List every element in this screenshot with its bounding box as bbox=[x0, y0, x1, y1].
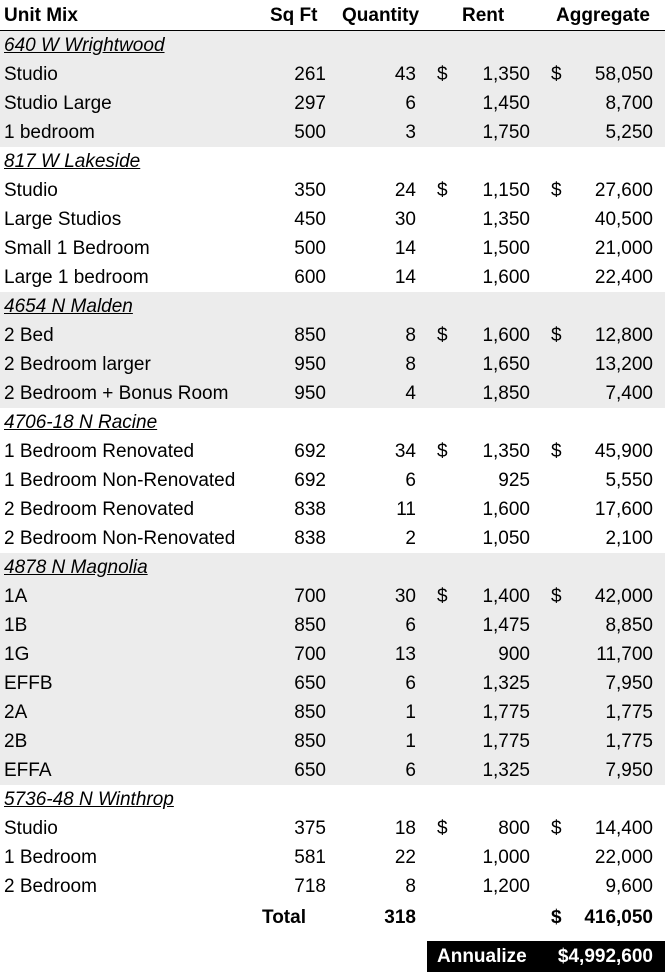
annualized-value: $4,992,600 bbox=[557, 946, 653, 967]
rent-value: 1,850 bbox=[482, 383, 530, 404]
aggregate-value: 21,000 bbox=[594, 238, 653, 259]
sqft-value: 850 bbox=[294, 615, 326, 636]
aggregate-value: 22,400 bbox=[594, 267, 653, 288]
rent-currency: $ bbox=[437, 818, 448, 839]
unit-type: 1G bbox=[4, 644, 30, 665]
unit-type: Studio Large bbox=[4, 93, 112, 114]
table-header bbox=[0, 0, 665, 31]
quantity-value: 6 bbox=[405, 93, 416, 114]
table-row bbox=[0, 582, 665, 611]
unit-type: 1 bedroom bbox=[4, 122, 95, 143]
unit-type: EFFB bbox=[4, 673, 53, 694]
aggregate-value: 11,700 bbox=[596, 644, 653, 665]
aggregate-value: 12,800 bbox=[594, 325, 653, 346]
sqft-value: 850 bbox=[294, 325, 326, 346]
table-row bbox=[0, 466, 665, 495]
table-row bbox=[0, 611, 665, 640]
table-row bbox=[0, 118, 665, 147]
unit-type: 1 Bedroom Non-Renovated bbox=[4, 470, 236, 491]
unit-type: Studio bbox=[4, 818, 58, 839]
rent-value: 1,600 bbox=[482, 325, 530, 346]
aggregate-value: 1,775 bbox=[605, 731, 653, 752]
unit-type: Large 1 bedroom bbox=[4, 267, 149, 288]
sqft-value: 297 bbox=[294, 93, 326, 114]
table-row bbox=[0, 495, 665, 524]
property-name: 4878 N Magnolia bbox=[4, 557, 148, 578]
unit-type: 1 Bedroom bbox=[4, 847, 97, 868]
quantity-value: 6 bbox=[405, 615, 416, 636]
quantity-value: 11 bbox=[396, 499, 416, 520]
unit-type: 1A bbox=[4, 586, 28, 607]
annualized-bar bbox=[427, 941, 665, 972]
rent-value: 1,775 bbox=[482, 731, 530, 752]
sqft-value: 718 bbox=[294, 876, 326, 897]
rent-currency: $ bbox=[437, 441, 448, 462]
aggregate-value: 40,500 bbox=[594, 209, 653, 230]
sqft-value: 350 bbox=[294, 180, 326, 201]
aggregate-value: 9,600 bbox=[605, 876, 653, 897]
aggregate-value: 27,600 bbox=[594, 180, 653, 201]
rent-value: 1,750 bbox=[482, 122, 530, 143]
quantity-value: 6 bbox=[405, 673, 416, 694]
aggregate-value: 7,950 bbox=[605, 760, 653, 781]
header-sqft: Sq Ft bbox=[270, 5, 318, 26]
total-quantity: 318 bbox=[384, 907, 416, 928]
table-row bbox=[0, 263, 665, 292]
table-row bbox=[0, 379, 665, 408]
unit-type: EFFA bbox=[4, 760, 52, 781]
aggregate-value: 8,700 bbox=[605, 93, 653, 114]
sqft-value: 700 bbox=[294, 644, 326, 665]
property-name: 640 W Wrightwood bbox=[4, 35, 165, 56]
table-row bbox=[0, 814, 665, 843]
table-row bbox=[0, 727, 665, 756]
aggregate-value: 17,600 bbox=[594, 499, 653, 520]
unit-type: 2 Bedroom Non-Renovated bbox=[4, 528, 236, 549]
table-row bbox=[0, 205, 665, 234]
aggregate-currency: $ bbox=[551, 586, 562, 607]
sqft-value: 950 bbox=[294, 383, 326, 404]
table-row bbox=[0, 872, 665, 901]
quantity-value: 6 bbox=[405, 470, 416, 491]
unit-type: Small 1 Bedroom bbox=[4, 238, 150, 259]
sqft-value: 500 bbox=[294, 122, 326, 143]
table-row bbox=[0, 350, 665, 379]
sqft-value: 600 bbox=[294, 267, 326, 288]
sqft-value: 838 bbox=[294, 499, 326, 520]
rent-currency: $ bbox=[437, 325, 448, 346]
quantity-value: 34 bbox=[394, 441, 416, 462]
rent-value: 1,000 bbox=[482, 847, 530, 868]
aggregate-value: 7,950 bbox=[605, 673, 653, 694]
rent-currency: $ bbox=[437, 586, 448, 607]
unit-type: 1 Bedroom Renovated bbox=[4, 441, 195, 462]
property-group-header bbox=[0, 147, 665, 176]
unit-type: 2 Bed bbox=[4, 325, 54, 346]
aggregate-value: 58,050 bbox=[594, 64, 653, 85]
total-currency: $ bbox=[551, 907, 562, 928]
quantity-value: 30 bbox=[394, 209, 416, 230]
property-group-header bbox=[0, 292, 665, 321]
rent-value: 1,350 bbox=[482, 441, 530, 462]
rent-value: 1,775 bbox=[482, 702, 530, 723]
quantity-value: 2 bbox=[405, 528, 416, 549]
sqft-value: 838 bbox=[294, 528, 326, 549]
total-aggregate: 416,050 bbox=[584, 907, 653, 928]
rent-value: 1,600 bbox=[482, 267, 530, 288]
quantity-value: 43 bbox=[394, 64, 416, 85]
quantity-value: 8 bbox=[405, 354, 416, 375]
rent-value: 900 bbox=[498, 644, 530, 665]
sqft-value: 700 bbox=[294, 586, 326, 607]
header-aggregate: Aggregate bbox=[556, 5, 650, 26]
property-group-header bbox=[0, 31, 665, 60]
quantity-value: 4 bbox=[405, 383, 416, 404]
sqft-value: 581 bbox=[294, 847, 326, 868]
aggregate-value: 5,250 bbox=[605, 122, 653, 143]
sqft-value: 500 bbox=[294, 238, 326, 259]
table-row bbox=[0, 843, 665, 872]
aggregate-currency: $ bbox=[551, 180, 562, 201]
unit-type: Studio bbox=[4, 180, 58, 201]
sqft-value: 692 bbox=[294, 441, 326, 462]
table-row bbox=[0, 437, 665, 466]
property-group-header bbox=[0, 785, 665, 814]
property-group-header bbox=[0, 408, 665, 437]
sqft-value: 692 bbox=[294, 470, 326, 491]
property-name: 817 W Lakeside bbox=[4, 151, 141, 172]
rent-currency: $ bbox=[437, 64, 448, 85]
rent-value: 1,400 bbox=[482, 586, 530, 607]
table-row bbox=[0, 698, 665, 727]
rent-value: 1,600 bbox=[482, 499, 530, 520]
header-quantity: Quantity bbox=[342, 5, 420, 26]
quantity-value: 8 bbox=[405, 325, 416, 346]
sqft-value: 650 bbox=[294, 760, 326, 781]
aggregate-currency: $ bbox=[551, 64, 562, 85]
sqft-value: 850 bbox=[294, 731, 326, 752]
table-row bbox=[0, 756, 665, 785]
table-row bbox=[0, 640, 665, 669]
aggregate-value: 2,100 bbox=[605, 528, 653, 549]
quantity-value: 1 bbox=[405, 731, 416, 752]
aggregate-value: 22,000 bbox=[594, 847, 653, 868]
aggregate-value: 8,850 bbox=[605, 615, 653, 636]
unit-type: 2 Bedroom larger bbox=[4, 354, 151, 375]
table-row bbox=[0, 524, 665, 553]
aggregate-value: 1,775 bbox=[605, 702, 653, 723]
quantity-value: 13 bbox=[394, 644, 416, 665]
table-row bbox=[0, 176, 665, 205]
quantity-value: 18 bbox=[394, 818, 416, 839]
table-row bbox=[0, 89, 665, 118]
quantity-value: 30 bbox=[394, 586, 416, 607]
aggregate-value: 5,550 bbox=[605, 470, 653, 491]
aggregate-currency: $ bbox=[551, 441, 562, 462]
rent-value: 800 bbox=[498, 818, 530, 839]
header-rent: Rent bbox=[462, 5, 505, 26]
table-row bbox=[0, 60, 665, 89]
sqft-value: 850 bbox=[294, 702, 326, 723]
rent-value: 1,150 bbox=[482, 180, 530, 201]
rent-value: 1,450 bbox=[482, 93, 530, 114]
sqft-value: 261 bbox=[294, 64, 326, 85]
unit-type: Large Studios bbox=[4, 209, 122, 230]
quantity-value: 6 bbox=[405, 760, 416, 781]
quantity-value: 22 bbox=[394, 847, 416, 868]
property-name: 4706-18 N Racine bbox=[4, 412, 158, 433]
rent-value: 925 bbox=[498, 470, 530, 491]
total-row bbox=[0, 903, 665, 933]
rent-value: 1,325 bbox=[482, 760, 530, 781]
rent-value: 1,500 bbox=[482, 238, 530, 259]
aggregate-value: 13,200 bbox=[594, 354, 653, 375]
unit-type: Studio bbox=[4, 64, 58, 85]
property-name: 5736-48 N Winthrop bbox=[4, 789, 174, 810]
rent-value: 1,200 bbox=[482, 876, 530, 897]
table-row bbox=[0, 669, 665, 698]
rent-value: 1,325 bbox=[482, 673, 530, 694]
rent-value: 1,050 bbox=[482, 528, 530, 549]
annualized-label: Annualize bbox=[437, 946, 527, 967]
aggregate-value: 45,900 bbox=[594, 441, 653, 462]
quantity-value: 14 bbox=[394, 267, 416, 288]
unit-type: 1B bbox=[4, 615, 28, 636]
table-row bbox=[0, 234, 665, 263]
header-unit-mix: Unit Mix bbox=[4, 5, 78, 26]
unit-type: 2A bbox=[4, 702, 28, 723]
aggregate-value: 14,400 bbox=[594, 818, 653, 839]
aggregate-currency: $ bbox=[551, 325, 562, 346]
sqft-value: 650 bbox=[294, 673, 326, 694]
rent-currency: $ bbox=[437, 180, 448, 201]
quantity-value: 8 bbox=[405, 876, 416, 897]
sqft-value: 950 bbox=[294, 354, 326, 375]
unit-type: 2 Bedroom bbox=[4, 876, 97, 897]
quantity-value: 3 bbox=[405, 122, 416, 143]
total-label: Total bbox=[262, 907, 306, 928]
aggregate-value: 7,400 bbox=[605, 383, 653, 404]
rent-value: 1,350 bbox=[482, 64, 530, 85]
sqft-value: 375 bbox=[294, 818, 326, 839]
table-row bbox=[0, 321, 665, 350]
property-name: 4654 N Malden bbox=[4, 296, 133, 317]
quantity-value: 24 bbox=[394, 180, 416, 201]
property-group-header bbox=[0, 553, 665, 582]
rent-value: 1,650 bbox=[482, 354, 530, 375]
quantity-value: 1 bbox=[405, 702, 416, 723]
unit-type: 2B bbox=[4, 731, 28, 752]
unit-type: 2 Bedroom + Bonus Room bbox=[4, 383, 229, 404]
aggregate-value: 42,000 bbox=[594, 586, 653, 607]
rent-value: 1,350 bbox=[482, 209, 530, 230]
unit-type: 2 Bedroom Renovated bbox=[4, 499, 195, 520]
rent-value: 1,475 bbox=[482, 615, 530, 636]
quantity-value: 14 bbox=[394, 238, 416, 259]
sqft-value: 450 bbox=[294, 209, 326, 230]
aggregate-currency: $ bbox=[551, 818, 562, 839]
